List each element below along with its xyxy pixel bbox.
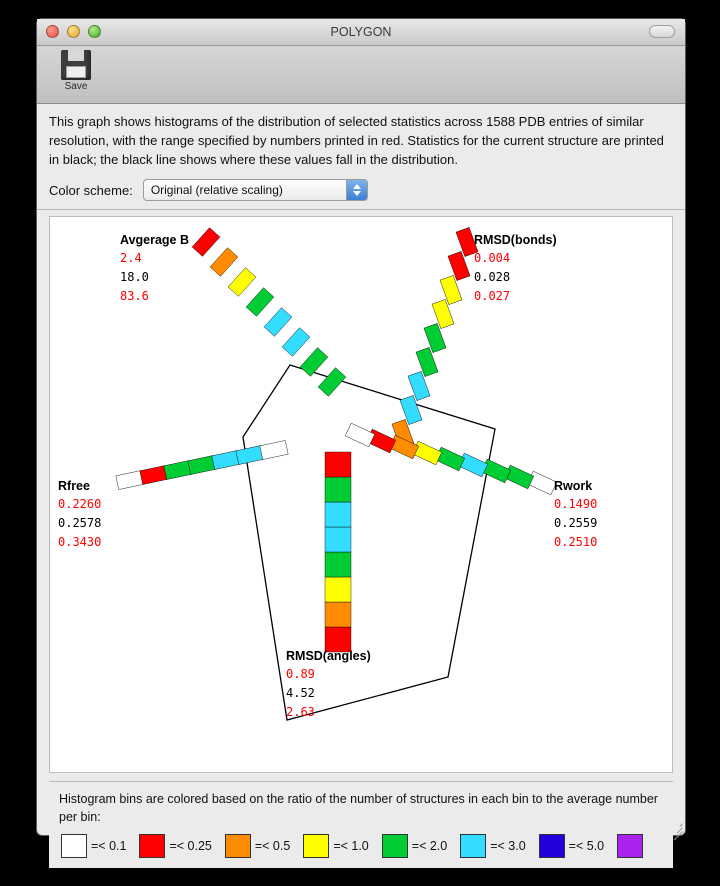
legend-swatch (460, 834, 486, 858)
legend-swatch (303, 834, 329, 858)
legend-swatch (617, 834, 643, 858)
close-button[interactable] (46, 25, 59, 38)
window-controls (46, 25, 101, 38)
axis-label-rmsd-angles: RMSD(angles) 0.89 4.52 2.63 (286, 649, 371, 719)
legend (49, 781, 673, 868)
legend-caption: =< 3.0 (490, 839, 526, 853)
legend-caption: =< 0.25 (169, 839, 212, 853)
polygon-plot (49, 216, 673, 773)
save-button[interactable] (49, 50, 103, 92)
axis-bins-rmsd-bonds (392, 227, 478, 448)
axis-bins-rwork (345, 423, 556, 495)
axis-bins-average-b (192, 228, 346, 397)
color-scheme-value: Original (relative scaling) (150, 183, 283, 197)
legend-swatch-list (59, 834, 663, 858)
save-button-label: Save (64, 81, 88, 92)
legend-swatch (139, 834, 165, 858)
legend-caption: =< 1.0 (333, 839, 369, 853)
axis-label-rfree: Rfree 0.2260 0.2578 0.3430 (58, 479, 102, 549)
legend-description: Histogram bins are colored based on the ratio of the number of structures in each bin to the average number per bin: (59, 792, 658, 824)
resize-grip[interactable] (669, 819, 683, 833)
window-titlebar[interactable] (37, 19, 685, 46)
color-scheme-row (37, 175, 685, 210)
color-scheme-label: Color scheme: (49, 182, 133, 198)
description-text: This graph shows histograms of the distribution of selected statistics across 1588 PDB entries of similar resolution, with the range specified by numbers printed in red. Statistics for the current structure are printed in black; the black line shows where these values fall in the distribution. (37, 104, 685, 175)
legend-caption: =< 5.0 (568, 839, 605, 853)
axis-bins-rmsd-angles (325, 452, 351, 652)
legend-caption: =< 2.0 (411, 839, 448, 853)
axis-label-rwork: Rwork 0.1490 0.2559 0.2510 (554, 479, 598, 549)
color-scheme-select[interactable] (143, 179, 368, 201)
polygon-window (36, 18, 686, 853)
legend-swatch (61, 834, 87, 858)
legend-swatch (539, 834, 565, 858)
axis-label-rmsd-bonds: RMSD(bonds) 0.004 0.028 0.027 (474, 233, 557, 303)
toolbar (37, 46, 685, 104)
window-title: POLYGON (330, 25, 392, 39)
legend-caption: =< 0.5 (254, 839, 291, 853)
minimize-button[interactable] (67, 25, 80, 38)
toolbar-toggle-button[interactable] (649, 25, 675, 38)
axis-label-average-b: Avgerage B 2.4 18.0 83.6 (120, 233, 190, 303)
legend-swatch (225, 834, 251, 858)
axis-bins-rfree (116, 440, 288, 489)
save-icon (61, 50, 91, 80)
zoom-button[interactable] (88, 25, 101, 38)
legend-swatch (382, 834, 408, 858)
chevron-updown-icon (346, 180, 367, 200)
legend-caption: =< 0.1 (91, 839, 127, 853)
